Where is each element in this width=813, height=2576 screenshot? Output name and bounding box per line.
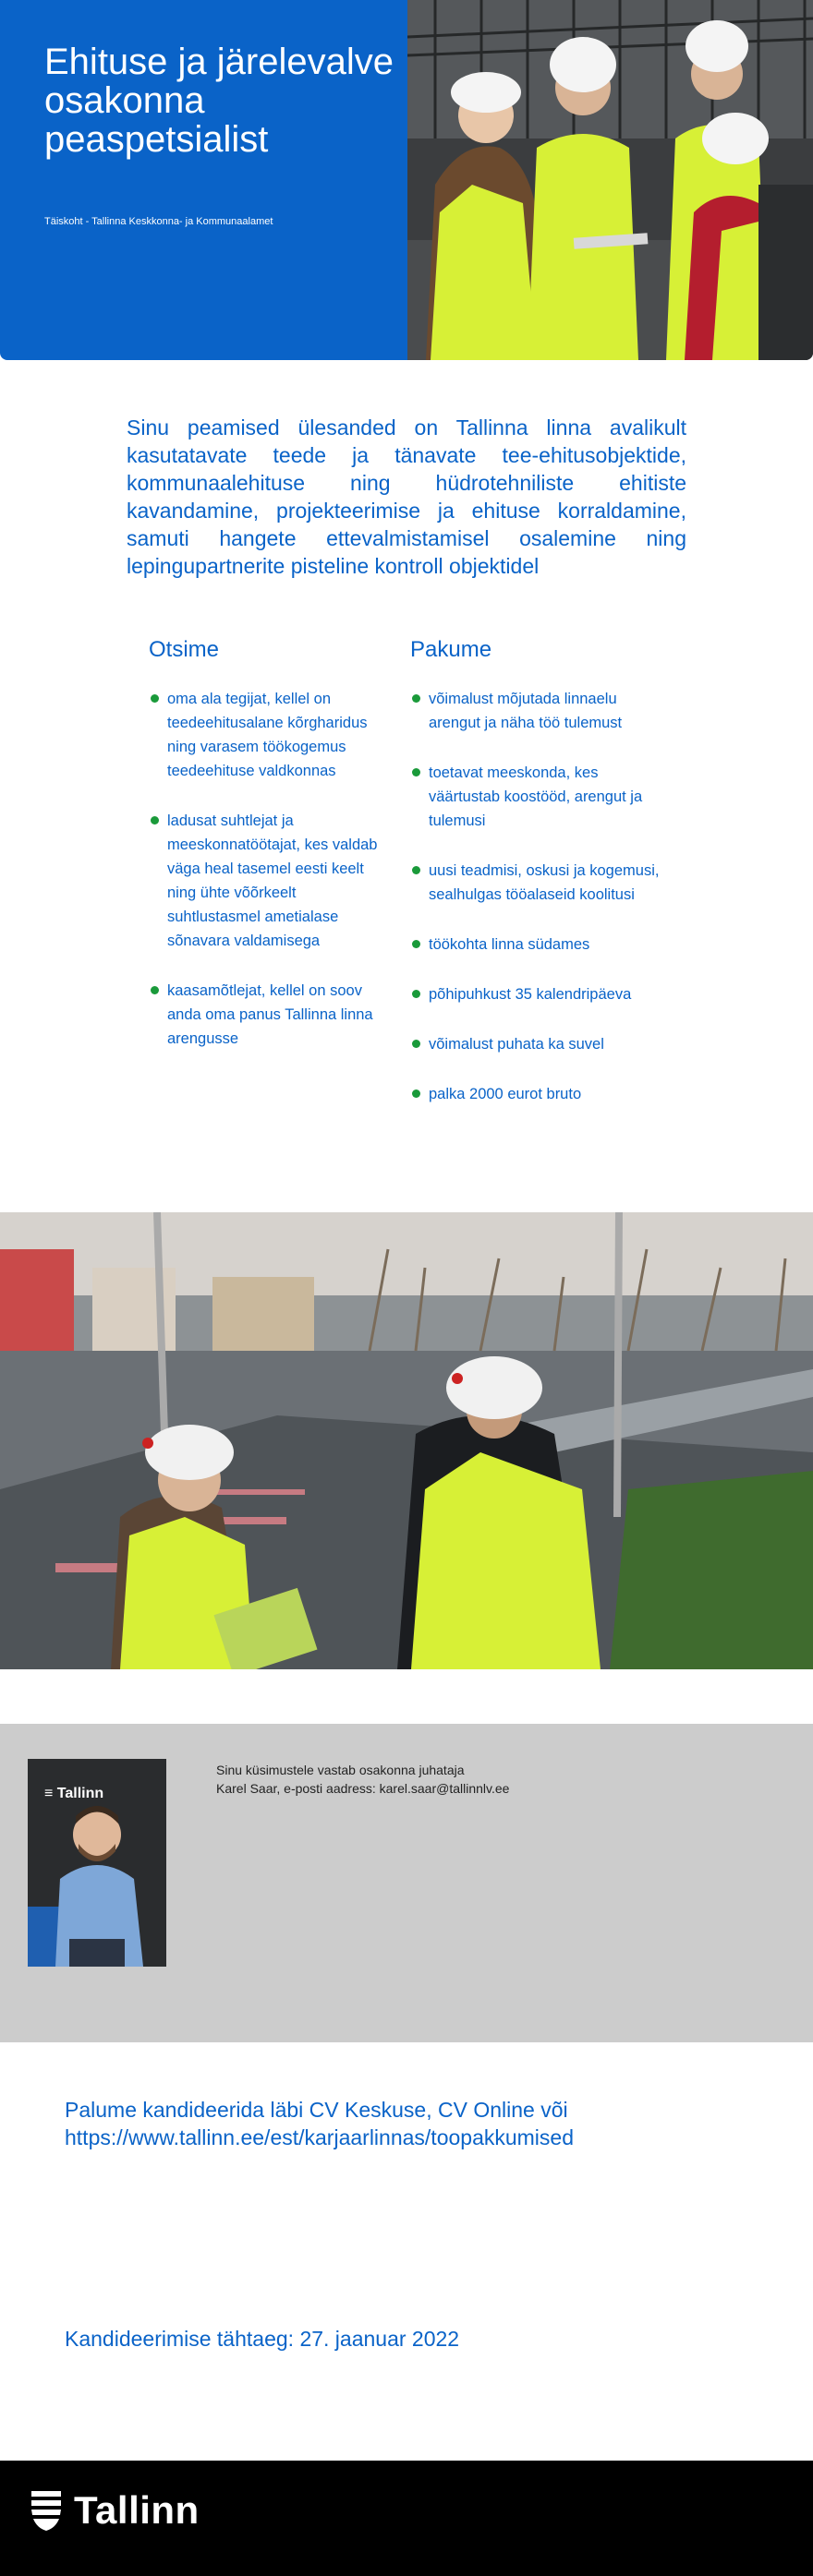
bullet-icon xyxy=(412,768,420,776)
bullet-icon xyxy=(151,986,159,994)
street-photo xyxy=(0,1212,813,1669)
logo-text: Tallinn xyxy=(74,2488,200,2532)
svg-text:≡ Tallinn: ≡ Tallinn xyxy=(44,1786,104,1801)
seeking-item: kaasamõtlejat, kellel on soov anda oma panus Tallinna linna arengusse xyxy=(149,979,389,1051)
contact-section xyxy=(0,1724,813,2042)
job-description: Sinu peamised ülesanded on Tallinna linna avalikult kasutatavate teede ja tänavate tee-ehitusobjektide, kommunaalehituse ning hüdrotehniliste ehitiste kavandamine, projekteerimise ja ehituse korraldamine, samuti hangete ettevalmistamisel osalemine ning lepingupartnerite pisteline kontroll objektidel xyxy=(127,415,686,578)
offer-column xyxy=(410,637,660,1132)
seeking-column xyxy=(149,637,389,1077)
bullet-icon xyxy=(151,816,159,825)
offer-item: palka 2000 eurot bruto xyxy=(410,1082,660,1106)
offer-heading: Pakume xyxy=(410,637,492,662)
bullet-icon xyxy=(412,1040,420,1048)
offer-item: töökohta linna südames xyxy=(410,933,660,957)
footer xyxy=(0,2461,813,2576)
contact-line-role: Sinu küsimustele vastab osakonna juhataja xyxy=(216,1763,465,1777)
hero-photo-workers xyxy=(407,0,813,360)
bullet-icon xyxy=(412,940,420,948)
bullet-icon xyxy=(412,866,420,874)
bullet-icon xyxy=(412,694,420,703)
apply-instructions: Palume kandideerida läbi CV Keskuse, CV Online või https://www.tallinn.ee/est/karjaarlinnas/toopakkumised xyxy=(65,2098,575,2149)
bullet-icon xyxy=(412,990,420,998)
tallinn-shield-icon xyxy=(28,2489,65,2532)
contact-info xyxy=(216,1761,509,1798)
offer-item: uusi teadmisi, oskusi ja kogemusi, sealhulgas tööalaseid koolitusi xyxy=(410,859,660,907)
hero-banner xyxy=(0,0,813,360)
offer-item: võimalust puhata ka suvel xyxy=(410,1032,660,1056)
contact-line-email: Karel Saar, e-posti aadress: karel.saar@tallinnlv.ee xyxy=(216,1781,510,1796)
bullet-icon xyxy=(412,1089,420,1098)
job-title: Ehituse ja järelevalve osakonna peaspetsialist xyxy=(44,42,394,160)
tallinn-logo xyxy=(28,2488,200,2533)
contact-portrait xyxy=(28,1759,166,1967)
bullet-icon xyxy=(151,694,159,703)
hero-title-panel xyxy=(0,0,407,360)
job-subtitle: Täiskoht - Tallinna Keskkonna- ja Kommunaalamet xyxy=(44,216,273,227)
offer-item: võimalust mõjutada linnaelu arengut ja näha töö tulemust xyxy=(410,687,660,735)
offer-item: põhipuhkust 35 kalendripäeva xyxy=(410,982,660,1006)
seeking-item: ladusat suhtlejat ja meeskonnatöötajat, kes valdab väga heal tasemel eesti keelt ning ühte võõrkeelt suhtlustasmel ametialase sõnavara valdamisega xyxy=(149,809,389,953)
seeking-item: oma ala tegijat, kellel on teedeehitusalane kõrgharidus ning varasem töökogemus teedeehituse valdkonnas xyxy=(149,687,389,783)
seeking-heading: Otsime xyxy=(149,637,220,662)
offer-list xyxy=(410,687,660,1106)
offer-item: toetavat meeskonda, kes väärtustab koostööd, arengut ja tulemusi xyxy=(410,761,660,833)
application-deadline: Kandideerimise tähtaeg: 27. jaanuar 2022 xyxy=(65,2327,460,2351)
seeking-list xyxy=(149,687,389,1051)
